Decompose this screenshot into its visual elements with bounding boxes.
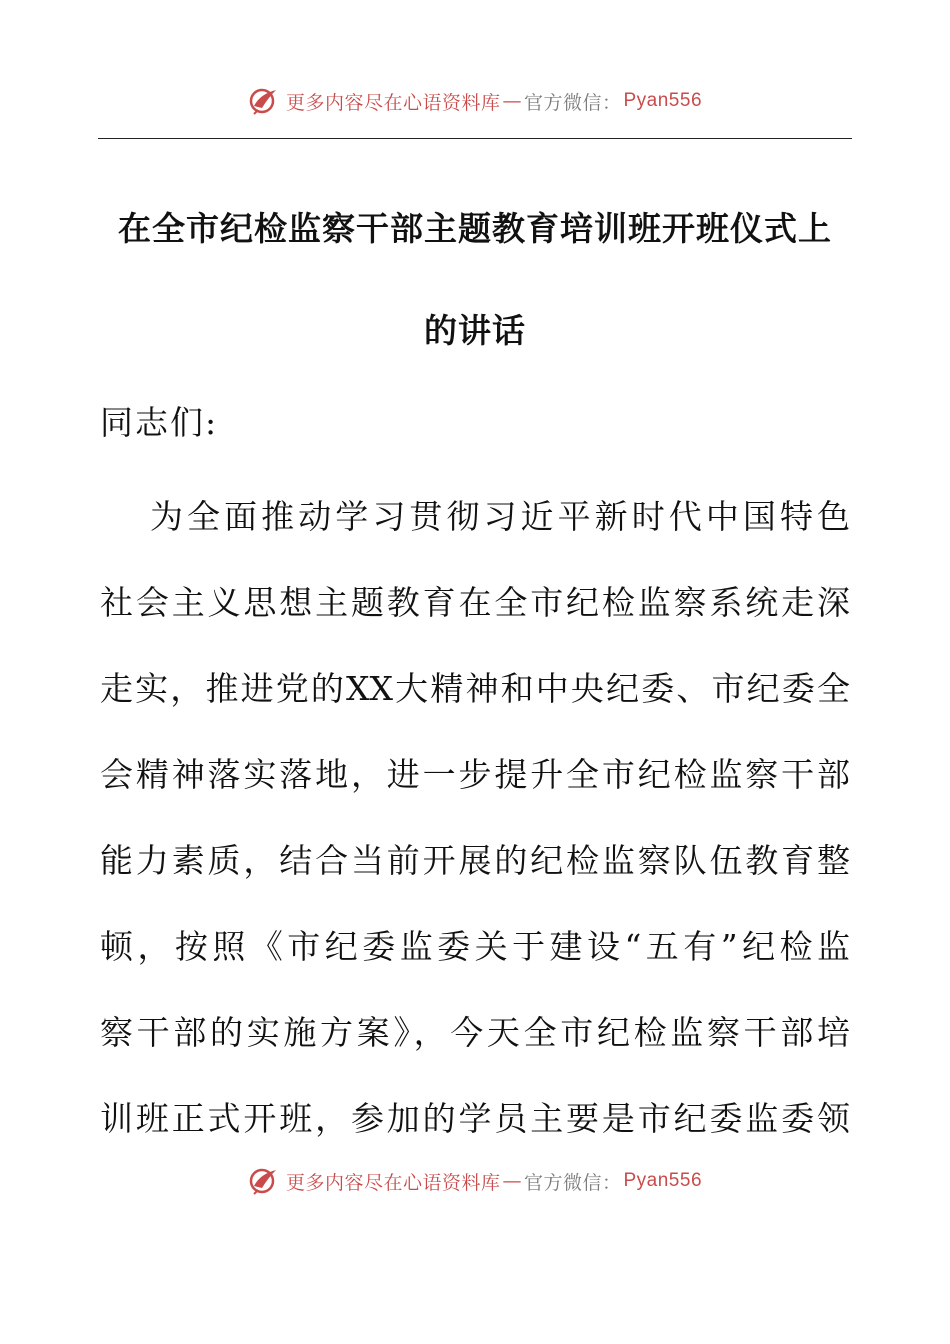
paragraph-line: 会精神落实落地，进一步提升全市纪检监察干部 — [100, 755, 850, 794]
footer-watermark — [0, 1166, 950, 1196]
greeting: 同志们: — [100, 403, 219, 442]
watermark-wechat-id: Pyan556 — [623, 1170, 703, 1191]
title-line-2: 的讲话 — [424, 311, 526, 350]
pen-logo-icon — [248, 1166, 282, 1196]
watermark-official: 官方微信： — [523, 91, 622, 114]
paragraph-line: 顿，按照《市纪委监委关于建设“五有”纪检监 — [100, 927, 850, 966]
watermark-dash: — — [502, 1170, 522, 1192]
watermark-dash: — — [502, 90, 522, 112]
body-paragraph — [100, 492, 850, 1180]
title-line-1: 在全市纪检监察干部主题教育培训班开班仪式上 — [118, 209, 832, 248]
header-rule — [98, 138, 852, 139]
paragraph-line: 训班正式开班，参加的学员主要是市纪委监委领 — [100, 1099, 850, 1138]
pen-logo-icon — [248, 86, 282, 116]
watermark-official: 官方微信： — [523, 1171, 622, 1194]
paragraph-line: 走实，推进党的XX大精神和中央纪委、市纪委全 — [100, 669, 850, 708]
paragraph-line: 能力素质，结合当前开展的纪检监察队伍教育整 — [100, 841, 850, 880]
header-watermark — [0, 86, 950, 116]
paragraph-line: 察干部的实施方案》，今天全市纪检监察干部培 — [100, 1013, 850, 1052]
paragraph-line: 社会主义思想主题教育在全市纪检监察系统走深 — [100, 583, 850, 622]
watermark-brand: 更多内容尽在心语资料库 — [285, 91, 501, 114]
paragraph-line: 为全面推动学习贯彻习近平新时代中国特色 — [150, 497, 850, 536]
watermark-brand: 更多内容尽在心语资料库 — [285, 1171, 501, 1194]
page-title — [98, 178, 852, 382]
watermark-wechat-id: Pyan556 — [623, 90, 703, 111]
